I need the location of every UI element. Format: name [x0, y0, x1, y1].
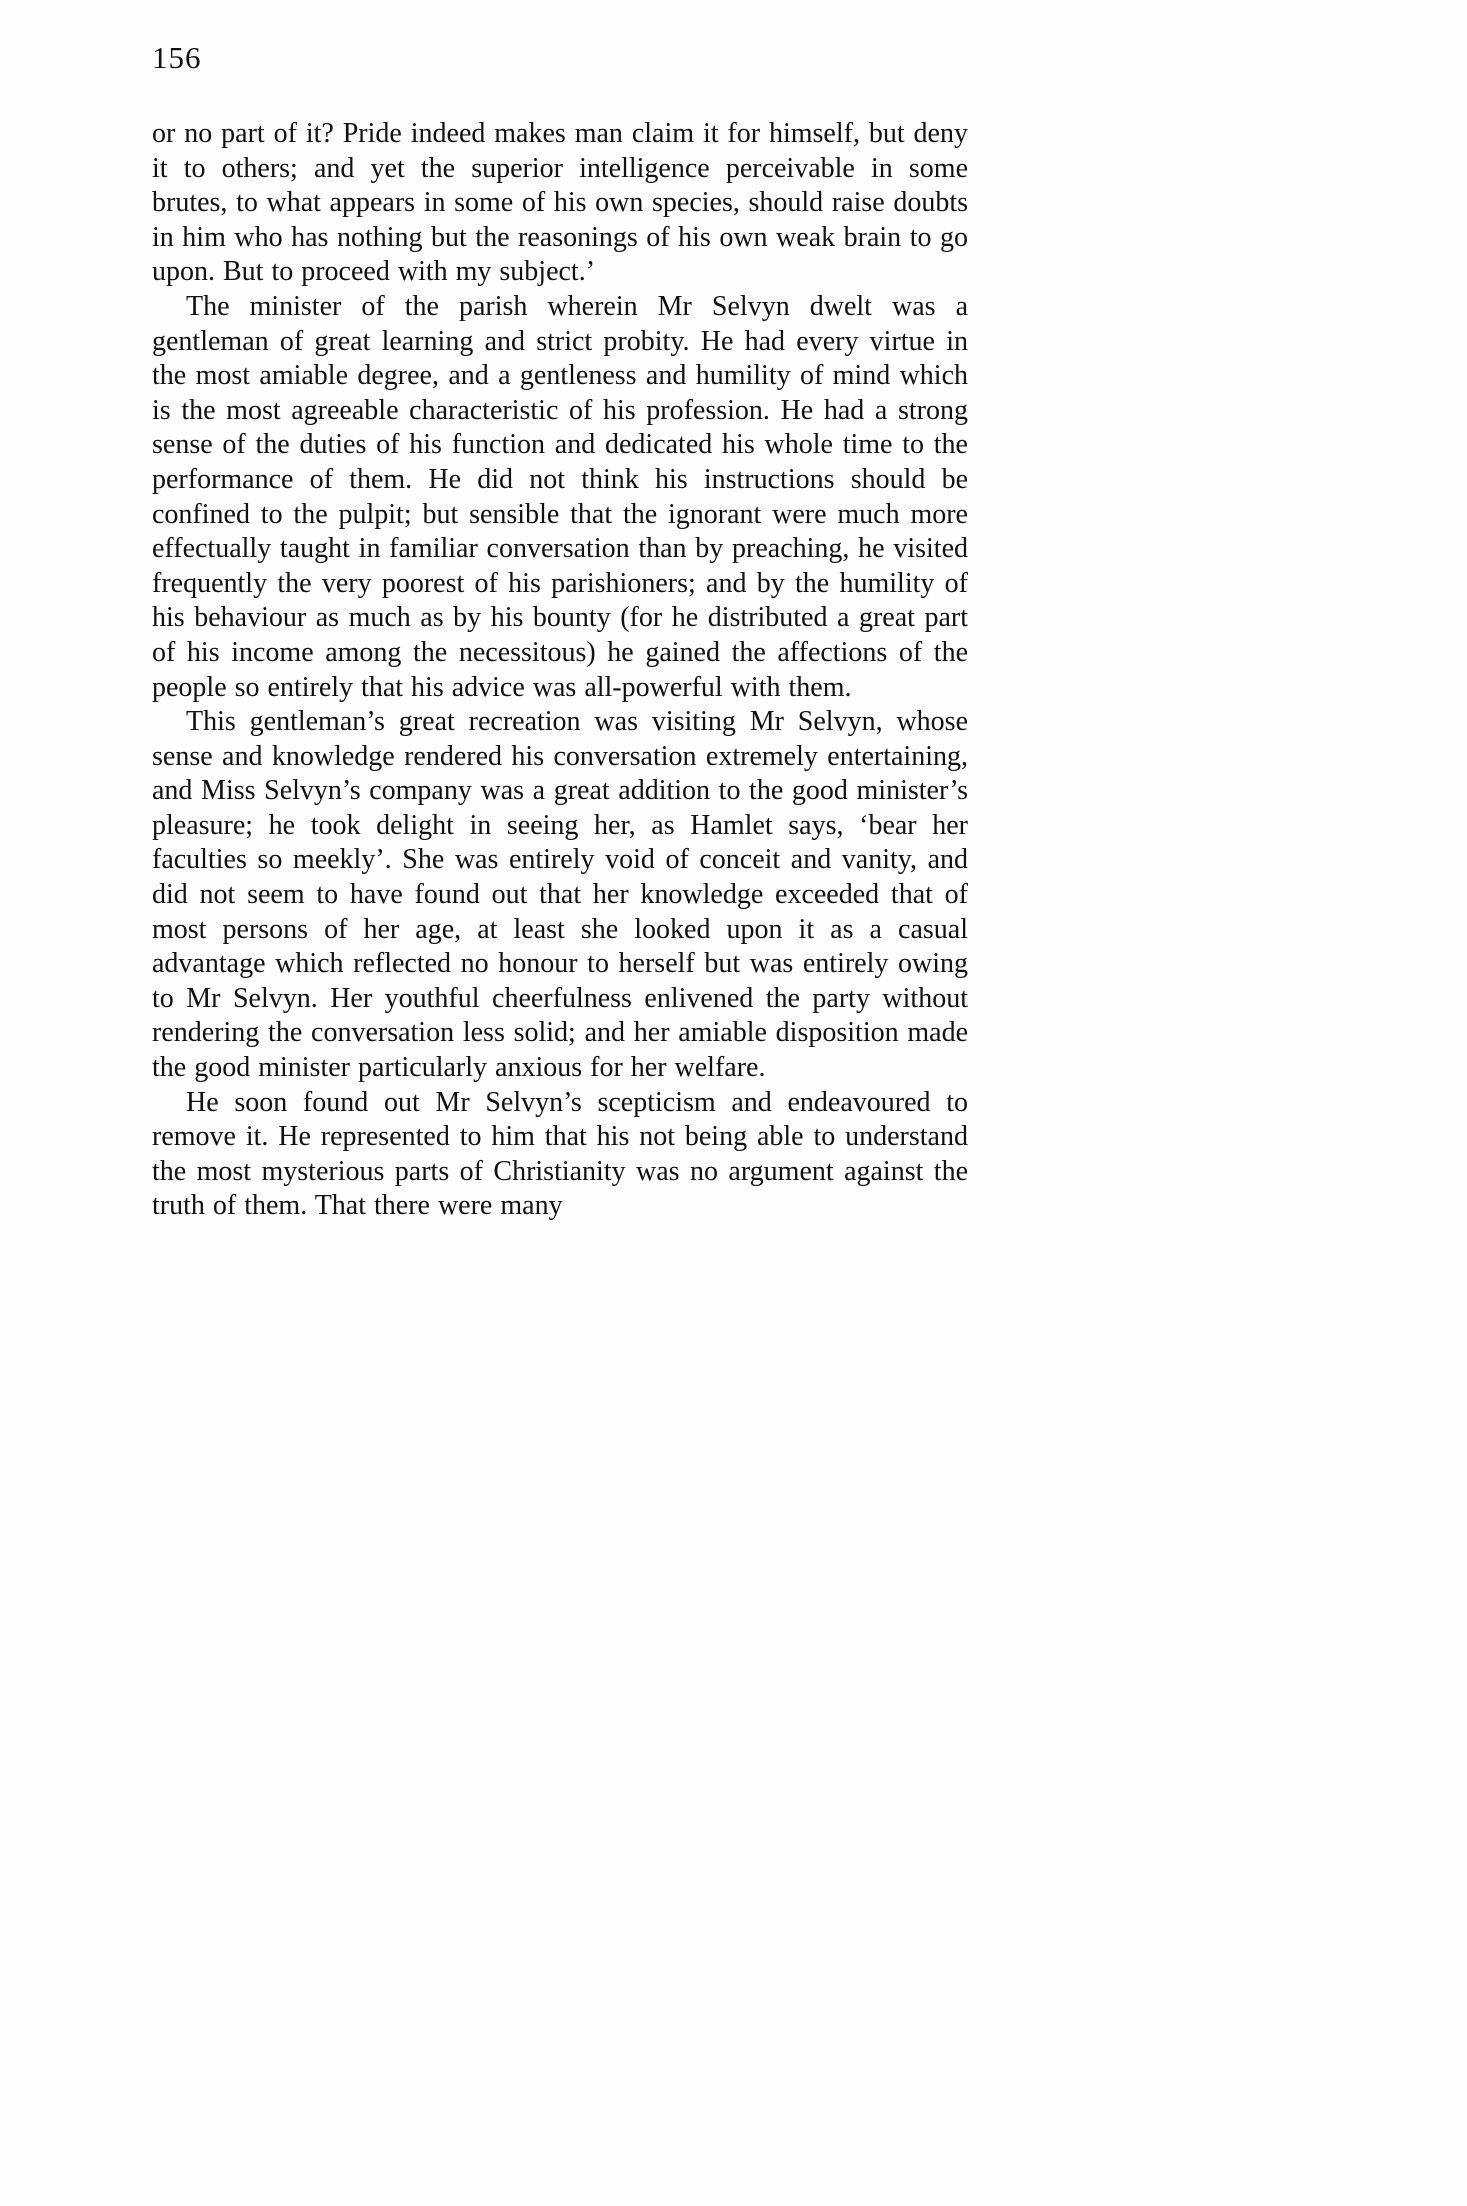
paragraph: This gentleman’s great recreation was visiting Mr Selvyn, whose sense and knowledge rendered his conversation extremely entertaining, and Miss Selvyn’s company was a great addition to the good minister’s pleasure; he took delight in seeing her, as Hamlet says, ‘bear her faculties so meekly’. She was entirely void of conceit and vanity, and did not seem to have found out that her knowledge exceeded that of most persons of her age, at least she looked upon it as a casual advantage which reflected no honour to herself but was entirely owing to Mr Selvyn. Her youthful cheerfulness enlivened the party without rendering the conversation less solid; and her amiable disposition made the good minister particularly anxious for her welfare. — [152, 706, 968, 1084]
paragraph: The minister of the parish wherein Mr Selvyn dwelt was a gentleman of great learning and strict probity. He had every virtue in the most amiable degree, and a gentleness and humility of mind which is the most agreeable characteristic of his profession. He had a strong sense of the duties of his function and dedicated his whole time to the performance of them. He did not think his instructions should be confined to the pulpit; but sensible that the ignorant were much more effectually taught in familiar conversation than by preaching, he visited frequently the very poorest of his parishioners; and by the humility of his behaviour as much as by his bounty (for he distributed a great part of his income among the necessitous) he gained the affections of the people so entirely that his advice was all-powerful with them. — [152, 290, 968, 703]
paragraph: He soon found out Mr Selvyn’s scepticism and endeavoured to remove it. He represented to him that his not being able to understand the most mysterious parts of Christianity was no argument against the truth of them. That there were many — [152, 1086, 968, 1222]
paragraph: or no part of it? Pride indeed makes man claim it for himself, but deny it to others; and yet the superior intelligence perceivable in some brutes, to what appears in some of his own species, should raise doubts in him who has nothing but the reasonings of his own weak brain to go upon. But to proceed with my subject.’ — [152, 118, 968, 288]
page-body — [152, 117, 968, 1224]
page-content — [152, 42, 968, 1224]
page-number: 156 — [152, 40, 202, 75]
